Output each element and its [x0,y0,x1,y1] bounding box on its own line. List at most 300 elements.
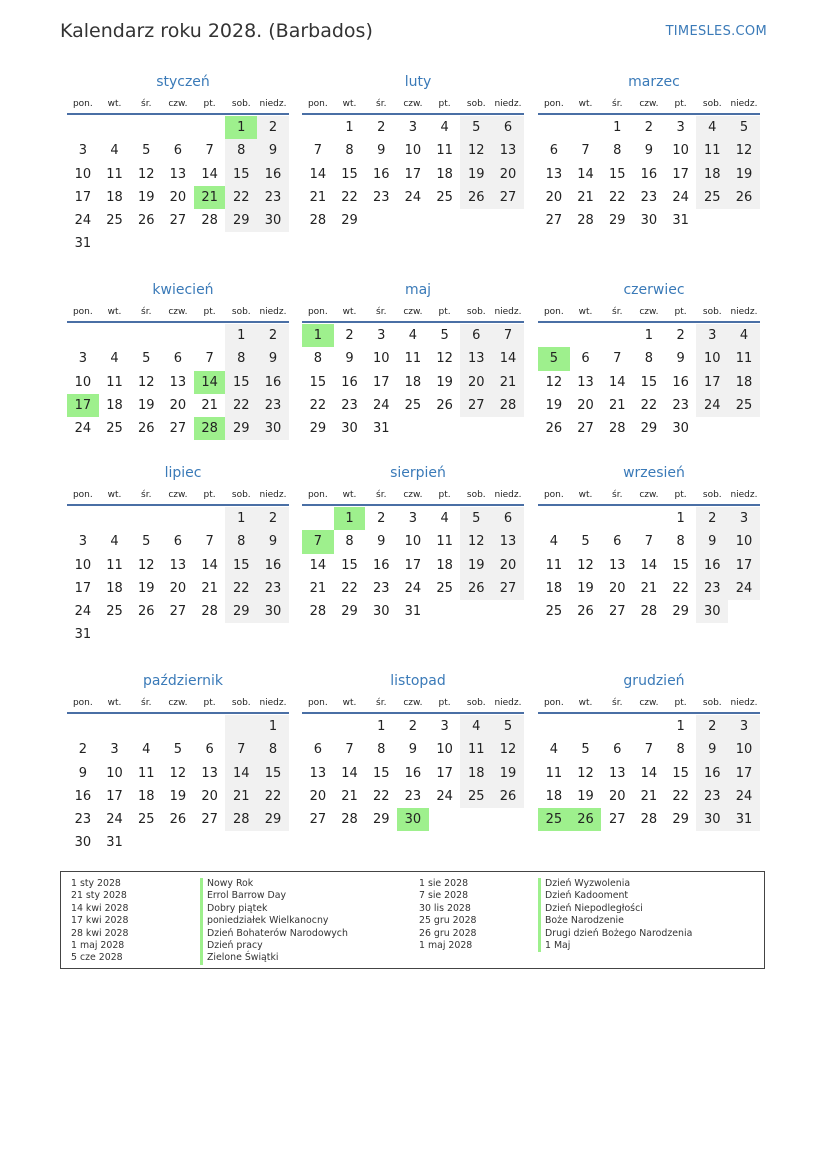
empty-day [302,715,334,738]
weekday-label: pt. [674,698,687,708]
legend-date: 1 sie 2028 [419,878,469,889]
month-name: czerwiec [623,282,685,298]
day-cell: 14 [201,557,218,573]
week-row [538,394,760,417]
weekday-header [538,97,760,111]
empty-day [67,715,99,738]
week-row [67,394,289,417]
day-cell: 3 [110,742,119,758]
day-cell: 31 [106,835,123,851]
day-cell: 30 [696,808,728,831]
weekday-label: sob. [231,490,251,500]
day-cell: 17 [74,189,92,205]
month-name: kwiecień [152,282,214,298]
week-row [67,347,289,370]
day-cell: 3 [377,328,386,343]
month-10 [67,672,289,855]
day-cell: 19 [436,374,453,390]
day-cell: 9 [257,530,289,553]
month-12 [538,672,760,831]
weekday-label: śr. [141,307,152,317]
day-cell: 4 [110,351,119,367]
empty-day [162,831,194,854]
day-cell: 4 [460,715,492,738]
week-row [302,507,524,530]
weekday-label: pt. [203,490,216,500]
week-row [302,762,524,785]
day-cell: 1 [644,328,654,343]
empty-day [601,715,633,738]
weeks [67,116,289,256]
week-row [538,417,760,440]
day-cell: 4 [696,116,728,139]
day-cell: 5 [142,351,151,367]
empty-day [570,324,602,347]
day-cell: 7 [581,143,590,159]
day-cell: 8 [225,530,257,553]
day-cell: 7 [492,324,524,347]
day-cell: 13 [492,139,524,162]
empty-day [460,808,492,831]
day-cell: 16 [372,557,390,573]
day-cell: 19 [137,580,155,596]
empty-day [130,232,162,255]
day-cell: 24 [728,577,760,600]
empty-day [492,808,524,831]
day-cell: 20 [169,397,187,413]
week-row [67,530,289,553]
day-cell: 3 [728,715,760,738]
day-cell: 31 [672,213,689,229]
day-cell: 18 [106,189,123,205]
weekday-label: sob. [702,490,722,500]
weekday-label: czw. [403,307,423,317]
month-8 [302,464,524,623]
day-cell: 3 [78,534,87,550]
legend-right-names [538,878,692,952]
day-cell: 14 [225,762,257,785]
header-rule [302,113,524,115]
weekday-label: niedz. [259,99,287,109]
day-cell: 8 [345,534,354,550]
week-row [538,577,760,600]
empty-day [67,507,99,530]
day-cell: 6 [173,351,183,367]
week-row [67,116,289,139]
day-cell: 15 [341,557,358,573]
weekday-label: niedz. [494,99,522,109]
empty-day [429,209,461,232]
week-row [538,785,760,808]
week-row [538,738,760,761]
day-cell: 20 [492,163,524,186]
week-row [67,507,289,530]
month-name: grudzień [623,673,685,689]
legend-holiday-name: Dzień pracy [200,940,348,952]
empty-day [194,623,226,646]
day-cell: 27 [492,577,524,600]
day-cell: 23 [257,394,289,417]
day-cell: 22 [372,788,390,804]
day-cell: 19 [728,163,760,186]
week-row [538,324,760,347]
day-cell: 18 [436,557,453,573]
day-cell: 18 [728,371,760,394]
day-cell: 10 [372,351,390,367]
day-cell: 24 [74,421,92,437]
day-cell: 30 [257,209,289,232]
day-cell: 5 [581,742,590,758]
day-cell: 16 [640,166,658,182]
day-cell: 25 [538,808,570,831]
empty-day [696,417,728,440]
day-cell: 20 [545,189,563,205]
empty-day [162,715,194,738]
weekday-label: niedz. [259,307,287,317]
day-cell: 13 [608,557,626,573]
weekday-label: pt. [438,490,451,500]
day-cell: 25 [436,189,453,205]
day-cell: 26 [137,421,155,437]
day-cell: 28 [194,417,226,440]
week-row [302,554,524,577]
month-name: maj [404,282,432,298]
week-row [302,577,524,600]
day-cell: 5 [142,534,151,550]
week-row [302,530,524,553]
day-cell: 10 [404,143,422,159]
weeks [302,715,524,831]
day-cell: 10 [74,166,92,182]
day-cell: 16 [74,788,92,804]
month-name: listopad [390,673,446,689]
day-cell: 2 [644,120,654,135]
week-row [538,347,760,370]
empty-day [99,623,131,646]
weekday-label: pt. [438,307,451,317]
empty-day [538,715,570,738]
day-cell: 15 [372,765,390,781]
day-cell: 27 [608,812,626,828]
day-cell: 28 [341,812,358,828]
week-row [67,232,289,255]
day-cell: 20 [201,788,218,804]
day-cell: 24 [404,189,422,205]
legend-date: 21 sty 2028 [71,890,127,902]
empty-day [225,232,257,255]
week-row [538,507,760,530]
empty-day [570,116,602,139]
day-cell: 5 [460,507,492,530]
weekday-label: czw. [639,490,659,500]
day-cell: 5 [440,328,449,343]
day-cell: 28 [492,394,524,417]
day-cell: 24 [672,189,689,205]
legend-date: 28 kwi 2028 [71,927,129,939]
month-9 [538,464,760,623]
day-cell: 21 [492,371,524,394]
day-cell: 20 [460,371,492,394]
day-cell: 12 [137,557,155,573]
day-cell: 8 [377,742,386,758]
day-cell: 1 [613,120,622,135]
day-cell: 14 [194,371,226,394]
day-cell: 1 [257,715,289,738]
header-rule [538,504,760,506]
week-row [302,715,524,738]
day-cell: 12 [436,351,453,367]
day-cell: 12 [460,139,492,162]
weeks [67,507,289,647]
day-cell: 18 [137,788,155,804]
day-cell: 30 [372,604,390,620]
day-cell: 21 [309,580,327,596]
day-cell: 6 [460,324,492,347]
empty-day [538,324,570,347]
day-cell: 31 [372,421,390,437]
day-cell: 20 [492,554,524,577]
day-cell: 25 [106,604,123,620]
legend-date: 1 maj 2028 [71,939,125,951]
weekday-label: pon. [543,698,564,708]
empty-day [538,116,570,139]
header-rule [302,504,524,506]
day-cell: 23 [74,812,92,828]
day-cell: 24 [436,788,453,804]
day-cell: 7 [613,351,622,367]
day-cell: 15 [341,166,358,182]
legend-date: 14 kwi 2028 [71,902,129,914]
day-cell: 9 [78,765,87,781]
day-cell: 4 [440,511,449,526]
empty-day [99,715,131,738]
weekday-label: pt. [438,698,451,708]
legend-holiday-name: Dobry piątek [200,903,348,915]
week-row [538,371,760,394]
empty-day [162,324,194,347]
day-cell: 20 [169,580,187,596]
weekday-label: czw. [639,698,659,708]
week-row [67,417,289,440]
day-cell: 9 [676,351,685,367]
weeks [302,324,524,440]
day-cell: 27 [492,186,524,209]
day-cell: 1 [302,324,334,347]
day-cell: 4 [549,534,558,550]
weekday-label: śr. [141,490,152,500]
site-link[interactable]: TIMESLES.COM [665,24,767,39]
day-cell: 8 [313,351,322,367]
day-cell: 28 [225,808,257,831]
weekday-label: śr. [376,698,387,708]
day-cell: 13 [577,374,594,390]
day-cell: 21 [640,580,658,596]
day-cell: 26 [137,604,155,620]
day-cell: 4 [728,324,760,347]
weekday-label: czw. [403,698,423,708]
day-cell: 17 [728,554,760,577]
weekday-header [67,97,289,111]
day-cell: 26 [570,808,602,831]
day-cell: 6 [492,507,524,530]
day-cell: 18 [106,580,123,596]
month-name: luty [404,74,432,90]
day-cell: 13 [169,557,187,573]
day-cell: 11 [696,139,728,162]
day-cell: 15 [672,557,689,573]
header-rule [67,321,289,323]
weekday-label: wt. [578,698,593,708]
empty-day [728,417,760,440]
header-rule [538,712,760,714]
day-cell: 29 [640,421,658,437]
day-cell: 27 [169,421,187,437]
day-cell: 16 [257,371,289,394]
day-cell: 12 [577,557,594,573]
empty-day [194,324,226,347]
weeks [67,715,289,855]
week-row [538,186,760,209]
empty-day [162,232,194,255]
week-row [67,785,289,808]
day-cell: 9 [644,143,654,159]
week-row [538,163,760,186]
day-cell: 29 [257,808,289,831]
week-row [67,209,289,232]
day-cell: 31 [728,808,760,831]
day-cell: 23 [404,788,422,804]
weekday-label: śr. [612,698,623,708]
day-cell: 7 [644,742,654,758]
empty-day [130,116,162,139]
empty-day [728,600,760,623]
empty-day [225,831,257,854]
day-cell: 15 [225,371,257,394]
day-cell: 10 [106,765,123,781]
week-row [538,600,760,623]
day-cell: 24 [106,812,123,828]
day-cell: 1 [225,116,257,139]
day-cell: 1 [377,719,386,734]
day-cell: 11 [106,374,123,390]
weekday-label: czw. [168,490,188,500]
weekday-header [67,696,289,710]
day-cell: 29 [225,417,257,440]
week-row [67,738,289,761]
week-row [67,577,289,600]
day-cell: 6 [613,742,622,758]
day-cell: 11 [404,351,422,367]
month-7 [67,464,289,647]
header-rule [538,321,760,323]
weeks [538,324,760,440]
weekday-label: niedz. [730,490,758,500]
day-cell: 28 [577,213,594,229]
week-row [302,324,524,347]
week-row [538,762,760,785]
day-cell: 30 [257,417,289,440]
empty-day [460,600,492,623]
day-cell: 11 [436,534,453,550]
day-cell: 27 [169,213,187,229]
day-cell: 26 [460,577,492,600]
empty-day [492,209,524,232]
day-cell: 26 [577,604,594,620]
empty-day [130,715,162,738]
legend-date: 26 gru 2028 [419,927,477,939]
day-cell: 27 [309,812,327,828]
weekday-label: wt. [107,307,122,317]
empty-day [429,417,461,440]
day-cell: 30 [672,421,689,437]
day-cell: 9 [345,351,354,367]
legend-holiday-name: Errol Barrow Day [200,890,348,902]
day-cell: 16 [696,762,728,785]
day-cell: 19 [577,580,594,596]
day-cell: 2 [377,511,386,526]
day-cell: 12 [460,530,492,553]
day-cell: 19 [577,788,594,804]
weekday-label: czw. [639,307,659,317]
weekday-label: pt. [203,698,216,708]
day-cell: 16 [257,163,289,186]
weekday-label: wt. [578,99,593,109]
weekday-label: pon. [543,307,564,317]
day-cell: 29 [372,812,390,828]
week-row [302,186,524,209]
header-rule [67,113,289,115]
week-row [67,371,289,394]
week-row [67,324,289,347]
empty-day [99,324,131,347]
header-rule [67,712,289,714]
empty-day [225,715,257,738]
day-cell: 28 [309,604,327,620]
legend-left-dates [71,878,128,965]
weekday-label: wt. [107,698,122,708]
weekday-label: sob. [466,307,486,317]
day-cell: 23 [672,397,689,413]
month-name: styczeń [156,74,210,90]
weekday-label: czw. [403,490,423,500]
day-cell: 25 [545,604,563,620]
header-rule [302,712,524,714]
weekday-label: pt. [203,99,216,109]
legend-left-names [200,878,348,965]
day-cell: 10 [728,530,760,553]
day-cell: 30 [341,421,358,437]
day-cell: 4 [110,534,119,550]
day-cell: 18 [460,762,492,785]
weekday-label: śr. [376,307,387,317]
empty-day [257,831,289,854]
day-cell: 3 [676,120,685,135]
legend-holiday-name: Dzień Niepodległości [538,903,692,915]
day-cell: 12 [577,765,594,781]
weekday-header [67,488,289,502]
week-row [67,762,289,785]
day-cell: 25 [728,394,760,417]
empty-day [492,417,524,440]
day-cell: 22 [225,186,257,209]
weekday-label: śr. [612,99,623,109]
day-cell: 6 [613,534,622,550]
weekday-label: pon. [72,99,93,109]
day-cell: 3 [408,120,418,135]
weekday-label: pt. [438,99,451,109]
weekday-label: sob. [702,99,722,109]
day-cell: 9 [257,347,289,370]
